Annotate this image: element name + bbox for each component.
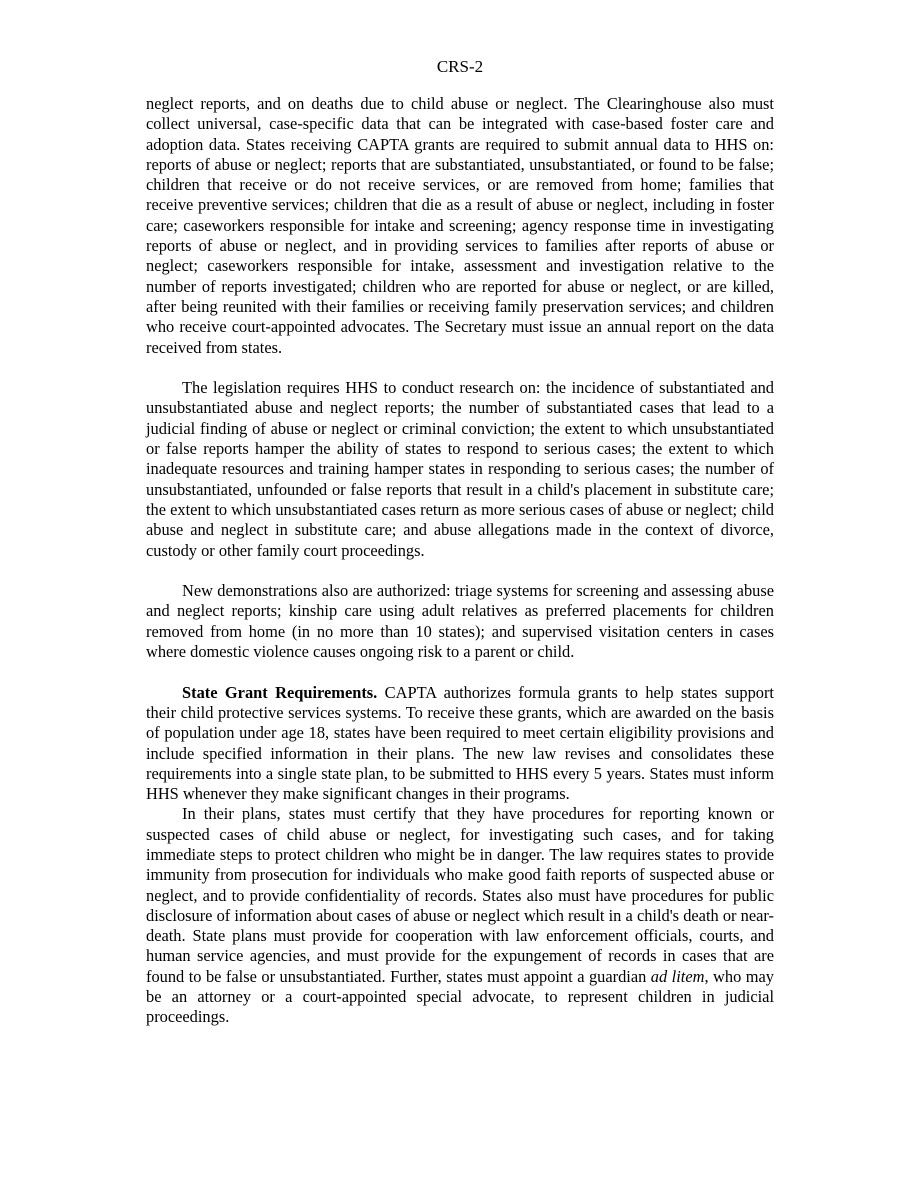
paragraph-research: The legislation requires HHS to conduct research on: the incidence of substantiated and unsubstantiated abuse and neglect reports; the number of substantiated cases that lead to a judicial finding of abuse or neglect or criminal conviction; the extent to which unsubstantiated or false reports hamper the ability of states to respond to serious cases; the extent to which inadequate resources and training hamper states in responding to serious cases; the number of unsubstantiated, unfounded or false reports that result in a child's placement in substitute care; the extent to which unsubstantiated cases return as more serious cases of abuse or neglect; child abuse and neglect in substitute care; and abuse allegations made in the context of divorce, custody or other family court proceedings.	[146, 378, 774, 560]
section-run-in-heading: State Grant Requirements.	[182, 682, 378, 702]
paragraph-state-grant-requirements	[146, 683, 774, 805]
page-number-header: CRS-2	[436, 57, 484, 76]
document-body	[146, 94, 774, 1028]
paragraph-data-collection: neglect reports, and on deaths due to child abuse or neglect. The Clearinghouse also must collect universal, case-specific data that can be integrated with case-based foster care and adoption data. States receiving CAPTA grants are required to submit annual data to HHS on: reports of abuse or neglect; reports that are substantiated, unsubstantiated, or found to be false; children that receive or do not receive services, or are removed from home; families that receive preventive services; children that die as a result of abuse or neglect, including in foster care; caseworkers responsible for intake and screening; agency response time in investigating reports of abuse or neglect, and in providing services to families after reports of abuse or neglect; caseworkers responsible for intake, assessment and investigation relative to the number of reports investigated; children who are reported for abuse or neglect, or are killed, after being reunited with their families or receiving family preservation services; and children who receive court-appointed advocates. The Secretary must issue an annual report on the data received from states.	[146, 94, 774, 357]
paragraph-state-plans	[146, 804, 774, 1027]
latin-term: ad litem	[650, 966, 705, 986]
paragraph-demonstrations: New demonstrations also are authorized: triage systems for screening and assessing abuse and neglect reports; kinship care using adult relatives as preferred placements for children removed from home (in no more than 10 states); and supervised visitation centers in cases where domestic violence causes ongoing risk to a parent or child.	[146, 581, 774, 662]
paragraph-text: In their plans, states must certify that they have procedures for reporting known or suspected cases of child abuse or neglect, for investigating such cases, and for taking immediate steps to protect children who might be in danger. The law requires states to provide immunity from prosecution for individuals who make good faith reports of suspected abuse or neglect, and to provide confidentiality of records. States also must have procedures for public disclosure of information about cases of abuse or neglect which result in a child's death or near-death. State plans must provide for cooperation with law enforcement officials, courts, and human service agencies, and must provide for the expungement of records in cases that are found to be false or unsubstantiated. Further, states must appoint a guardian	[146, 804, 774, 986]
paragraph-text: CAPTA authorizes formula grants to help states support their child protective services systems. To receive these grants, which are awarded on the basis of population under age 18, states have been required to meet certain eligibility provisions and include specified information in their plans. The new law revises and consolidates these requirements into a single state plan, to be submitted to HHS every 5 years. States must inform HHS whenever they make significant changes in their programs.	[146, 682, 774, 804]
paragraph-text: , who may be an attorney or a court-appointed special advocate, to represent children in judicial proceedings.	[146, 966, 774, 1027]
